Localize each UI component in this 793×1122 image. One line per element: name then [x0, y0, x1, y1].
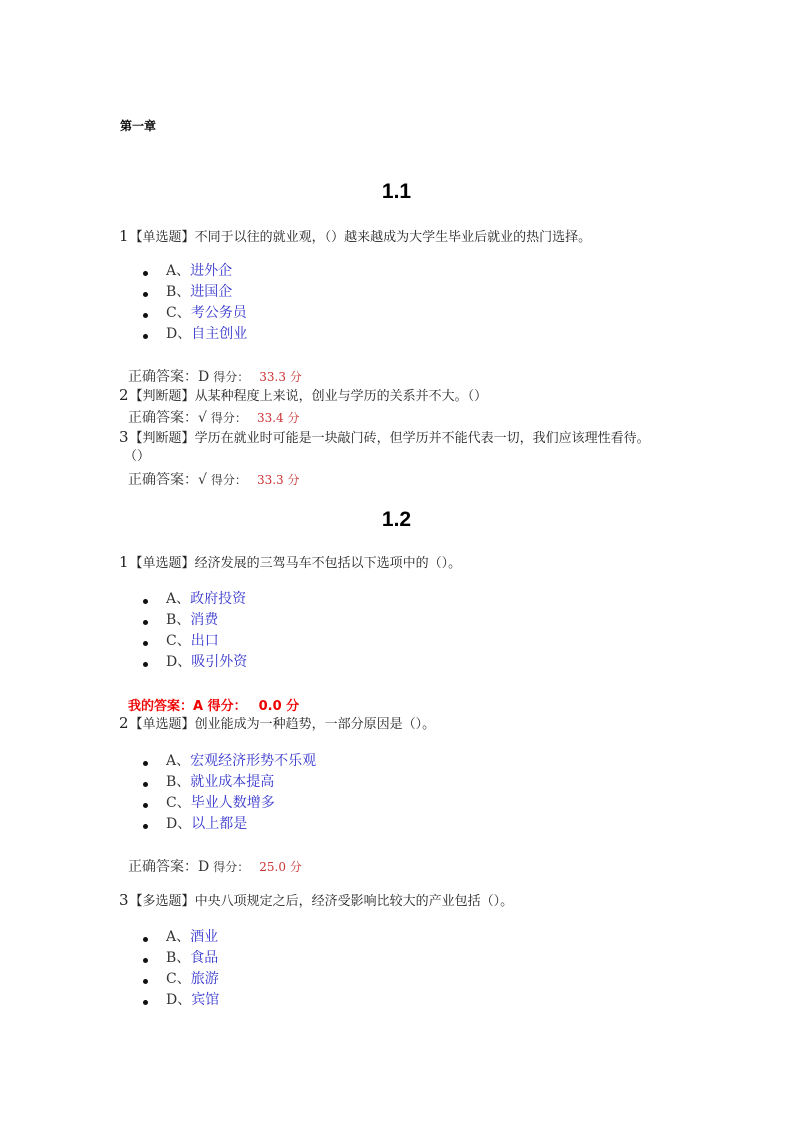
- question-text: 不同于以往的就业观，（）越来越成为大学生毕业后就业的热门选择。: [194, 230, 592, 245]
- question-number: 1: [119, 227, 129, 245]
- section-title-1-2: 1.2: [381, 508, 412, 531]
- option-b: B、就业成本提高: [140, 772, 316, 793]
- score: 33.3 分: [256, 473, 300, 487]
- chapter-heading: 第一章: [120, 119, 157, 133]
- options-list-1-2-1: [140, 589, 247, 673]
- options-list-1-2-3: [140, 927, 219, 1011]
- correct-answer-1-1-3: 正确答案：√ 得分： 33.3 分: [128, 472, 300, 488]
- option-d: D、吸引外资: [140, 652, 247, 673]
- question-1-1-2: 2【判断题】从某种程度上来说，创业与学历的关系并不大。（）: [119, 386, 488, 404]
- option-d: D、以上都是: [140, 814, 316, 835]
- option-c: C、出口: [140, 631, 247, 652]
- bullet-icon: [143, 1000, 148, 1005]
- bullet-icon: [143, 662, 148, 667]
- bullet-icon: [143, 313, 148, 318]
- my-answer-1-2-1: 我的答案：A 得分： 0.0 分: [128, 699, 300, 714]
- bullet-icon: [143, 979, 148, 984]
- option-c: C、考公务员: [140, 303, 247, 324]
- score: 33.4 分: [256, 411, 300, 425]
- question-1-1-3-line2: （）: [124, 449, 151, 464]
- question-type: 【单选题】: [129, 230, 195, 245]
- option-c: C、毕业人数增多: [140, 793, 316, 814]
- option-a: A、进外企: [140, 261, 247, 282]
- option-b: B、食品: [140, 948, 219, 969]
- bullet-icon: [143, 782, 148, 787]
- option-d: D、自主创业: [140, 324, 247, 345]
- correct-answer-1-2-2: 正确答案：D 得分： 25.0 分: [128, 859, 302, 875]
- option-d: D、宾馆: [140, 990, 219, 1011]
- bullet-icon: [143, 824, 148, 829]
- bullet-icon: [143, 271, 148, 276]
- bullet-icon: [143, 292, 148, 297]
- bullet-icon: [143, 620, 148, 625]
- bullet-icon: [143, 761, 148, 766]
- question-1-2-1: 1【单选题】经济发展的三驾马车不包括以下选项中的（）。: [119, 553, 462, 571]
- bullet-icon: [143, 641, 148, 646]
- option-c: C、旅游: [140, 969, 219, 990]
- score: 0.0 分: [258, 699, 300, 714]
- correct-answer-1-1-1: 正确答案：D 得分： 33.3 分: [128, 369, 302, 385]
- option-b: B、消费: [140, 610, 247, 631]
- option-b: B、进国企: [140, 282, 247, 303]
- bullet-icon: [143, 803, 148, 808]
- score: 33.3 分: [259, 370, 302, 384]
- score: 25.0 分: [259, 860, 302, 874]
- option-a: A、宏观经济形势不乐观: [140, 751, 316, 772]
- question-1-2-3: 3【多选题】中央八项规定之后，经济受影响比较大的产业包括（）。: [119, 891, 514, 909]
- question-1-2-2: 2【单选题】创业能成为一种趋势，一部分原因是（）。: [119, 714, 436, 732]
- correct-answer-1-1-2: 正确答案：√ 得分： 33.4 分: [128, 410, 300, 426]
- option-a: A、酒业: [140, 927, 219, 948]
- bullet-icon: [143, 937, 148, 942]
- section-title-1-1: 1.1: [381, 180, 412, 203]
- bullet-icon: [143, 334, 148, 339]
- question-1-1-1: [119, 227, 591, 247]
- options-list-1-2-2: [140, 751, 316, 835]
- option-a: A、政府投资: [140, 589, 247, 610]
- options-list-1-1-1: [140, 261, 247, 345]
- bullet-icon: [143, 599, 148, 604]
- question-1-1-3: 3【判断题】学历在就业时可能是一块敲门砖，但学历并不能代表一切，我们应该理性看待。: [119, 428, 650, 446]
- bullet-icon: [143, 958, 148, 963]
